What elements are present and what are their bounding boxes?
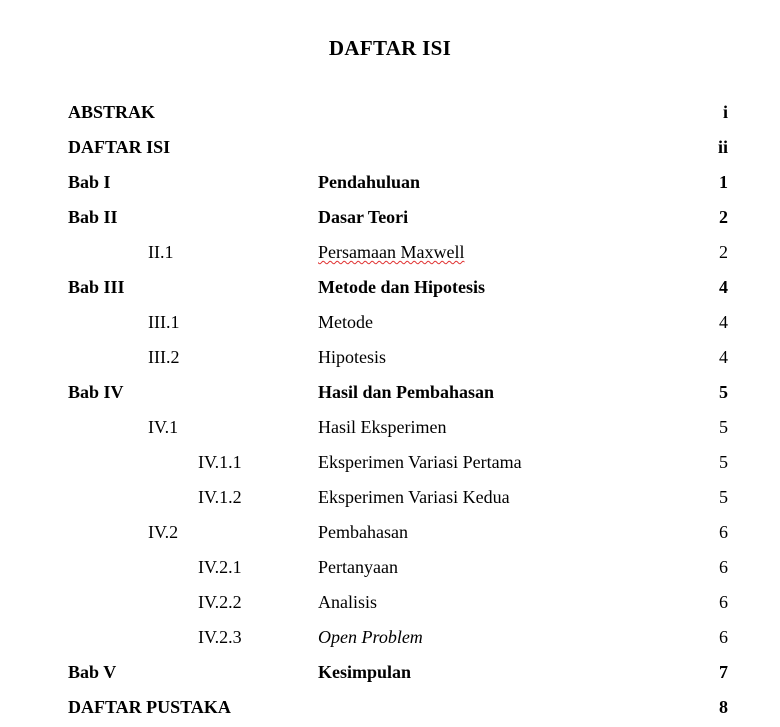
toc-entry-number: DAFTAR PUSTAKA xyxy=(68,697,231,717)
toc-entry-title xyxy=(318,690,688,725)
toc-entry-number: IV.1 xyxy=(148,417,179,437)
toc-entry-number: Bab II xyxy=(68,207,118,227)
toc-entry-page-number: 2 xyxy=(719,242,728,262)
toc-entry-title xyxy=(318,95,688,130)
toc-entry-page-number: 8 xyxy=(719,697,728,717)
toc-entry-title: Metode xyxy=(318,312,373,332)
toc-entry-title: Hasil Eksperimen xyxy=(318,417,447,437)
toc-entry-title: Dasar Teori xyxy=(318,207,409,227)
toc-entry-page-number: 6 xyxy=(719,627,728,647)
toc-entry-title: Hipotesis xyxy=(318,347,387,367)
toc-entry-row[interactable] xyxy=(52,375,728,410)
toc-entry-number: Bab III xyxy=(68,277,125,297)
toc-entry-row[interactable] xyxy=(52,200,728,235)
toc-entry-page-number: 5 xyxy=(719,382,728,402)
toc-entry-row[interactable] xyxy=(52,585,728,620)
toc-entry-title xyxy=(318,235,688,270)
toc-entry-number: III.1 xyxy=(148,312,180,332)
toc-entry-row[interactable] xyxy=(52,305,728,340)
toc-entry-page-number: 7 xyxy=(719,662,728,682)
toc-entry-title-italic: Open Problem xyxy=(318,627,423,647)
toc-entry-page-number: ii xyxy=(717,137,728,157)
toc-entry-page-number: 2 xyxy=(719,207,728,227)
toc-entry-row[interactable] xyxy=(52,235,728,270)
toc-entry-number: IV.2.1 xyxy=(198,557,242,577)
page-title: DAFTAR ISI xyxy=(328,36,452,60)
toc-entry-page-number: 4 xyxy=(719,277,728,297)
toc-entry-number: Bab IV xyxy=(68,382,124,402)
toc-entry-number: IV.1.1 xyxy=(198,452,242,472)
toc-entry-title: Pertanyaan xyxy=(318,557,398,577)
toc-entry-title xyxy=(318,620,688,655)
toc-entry-number: IV.2.3 xyxy=(198,627,242,647)
toc-entry-page-number: 1 xyxy=(719,172,728,192)
toc-entry-title: Pendahuluan xyxy=(318,172,421,192)
toc-entry-number: DAFTAR ISI xyxy=(68,137,171,157)
toc-entry-page-number: 5 xyxy=(719,417,728,437)
toc-entry-page-number: 5 xyxy=(719,487,728,507)
toc-entry-row[interactable] xyxy=(52,480,728,515)
toc-entry-number: Bab V xyxy=(68,662,117,682)
toc-entry-row[interactable] xyxy=(52,340,728,375)
toc-entry-row[interactable] xyxy=(52,445,728,480)
toc-entry-number: IV.2 xyxy=(148,522,179,542)
toc-entry-title: Hasil dan Pembahasan xyxy=(318,382,495,402)
toc-entry-page-number: 5 xyxy=(719,452,728,472)
toc-entry-row[interactable] xyxy=(52,130,728,165)
toc-entry-row[interactable] xyxy=(52,95,728,130)
toc-entry-title xyxy=(318,130,688,165)
toc-entry-row[interactable] xyxy=(52,620,728,655)
toc-entry-title-spellchecked: Persamaan Maxwell xyxy=(318,242,465,262)
toc-entry-page-number: i xyxy=(722,102,728,122)
toc-entry-page-number: 6 xyxy=(719,592,728,612)
toc-entry-title: Eksperimen Variasi Pertama xyxy=(318,452,522,472)
toc-entry-row[interactable] xyxy=(52,655,728,690)
toc-entry-row[interactable] xyxy=(52,410,728,445)
toc-entry-page-number: 4 xyxy=(719,312,728,332)
toc-entry-page-number: 6 xyxy=(719,557,728,577)
toc-entry-number: Bab I xyxy=(68,172,111,192)
toc-body xyxy=(52,95,728,725)
toc-entry-number: II.1 xyxy=(148,242,174,262)
toc-entry-page-number: 4 xyxy=(719,347,728,367)
table-of-contents xyxy=(52,95,728,725)
toc-entry-number: IV.2.2 xyxy=(198,592,242,612)
toc-entry-title: Pembahasan xyxy=(318,522,408,542)
toc-entry-title: Eksperimen Variasi Kedua xyxy=(318,487,510,507)
toc-entry-row[interactable] xyxy=(52,690,728,725)
toc-entry-title: Analisis xyxy=(318,592,378,612)
toc-entry-row[interactable] xyxy=(52,515,728,550)
toc-entry-title: Metode dan Hipotesis xyxy=(318,277,486,297)
toc-entry-page-number: 6 xyxy=(719,522,728,542)
toc-entry-row[interactable] xyxy=(52,165,728,200)
toc-entry-number: III.2 xyxy=(148,347,180,367)
toc-entry-title: Kesimpulan xyxy=(318,662,412,682)
toc-entry-number: IV.1.2 xyxy=(198,487,242,507)
toc-entry-row[interactable] xyxy=(52,550,728,585)
toc-entry-row[interactable] xyxy=(52,270,728,305)
toc-entry-number: ABSTRAK xyxy=(68,102,156,122)
